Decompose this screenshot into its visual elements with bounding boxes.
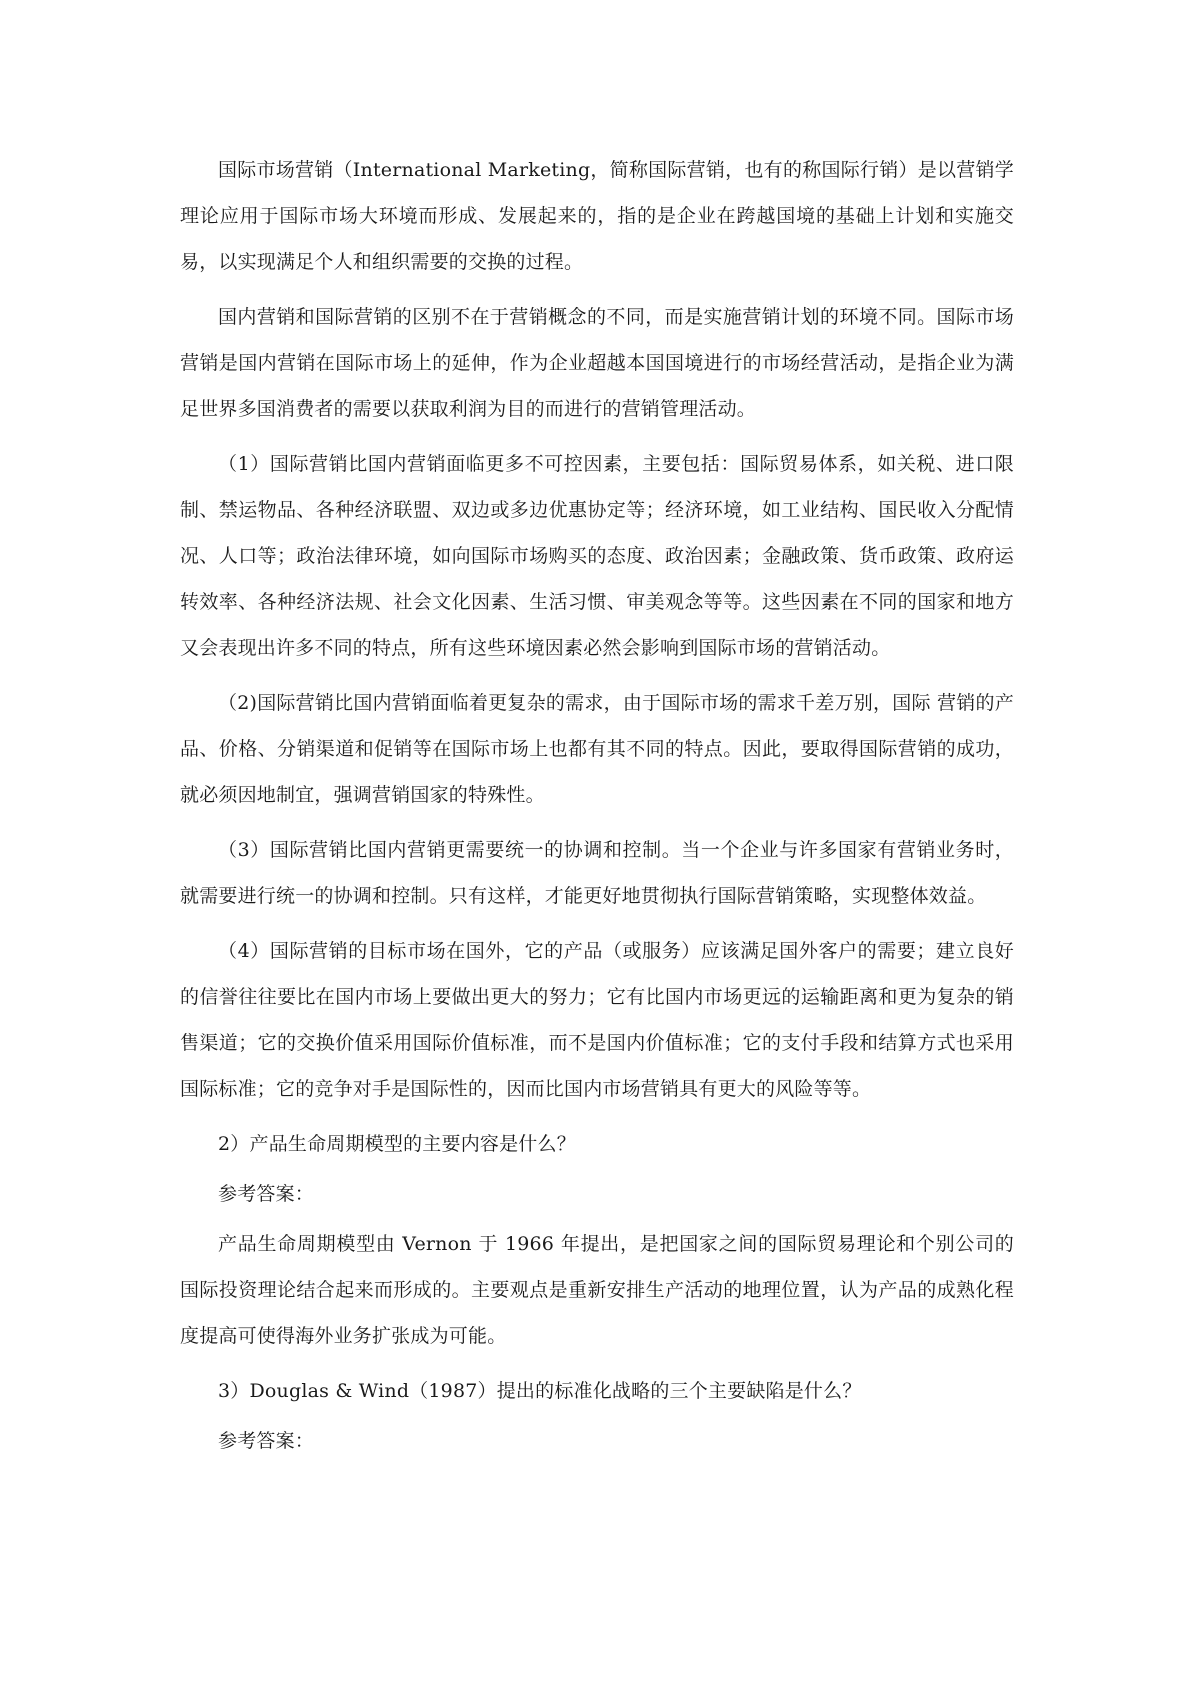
paragraph-definition: 国际市场营销（International Marketing，简称国际营销，也有的称国际行销）是以营销学理论应用于国际市场大环境而形成、发展起来的，指的是企业在跨越国境的基础上计划和实施交易，以实现满足个人和组织需要的交换的过程。 <box>180 159 1014 273</box>
answer-2: 产品生命周期模型由 Vernon 于 1966 年提出，是把国家之间的国际贸易理论和个别公司的国际投资理论结合起来而形成的。主要观点是重新安排生产活动的地理位置，认为产品的成熟化程度提高可使得海外业务扩张成为可能。 <box>180 1233 1014 1347</box>
paragraph-point-2: （2)国际营销比国内营销面临着更复杂的需求，由于国际市场的需求千差万别，国际 营销的产品、价格、分销渠道和促销等在国际市场上也都有其不同的特点。因此，要取得国际营销的成功，就必须因地制宜，强调营销国家的特殊性。 <box>180 692 1014 806</box>
paragraph-domestic-vs-international: 国内营销和国际营销的区别不在于营销概念的不同，而是实施营销计划的环境不同。国际市场营销是国内营销在国际市场上的延伸，作为企业超越本国国境进行的市场经营活动，是指企业为满足世界多国消费者的需要以获取利润为目的而进行的营销管理活动。 <box>180 306 1014 420</box>
paragraph-point-1: （1）国际营销比国内营销面临更多不可控因素，主要包括：国际贸易体系，如关税、进口限制、禁运物品、各种经济联盟、双边或多边优惠协定等；经济环境，如工业结构、国民收入分配情况、人口等；政治法律环境，如向国际市场购买的态度、政治因素；金融政策、货币政策、政府运转效率、各种经济法规、社会文化因素、生活习惯、审美观念等等。这些因素在不同的国家和地方又会表现出许多不同的特点，所有这些环境因素必然会影响到国际市场的营销活动。 <box>180 453 1014 659</box>
question-3: 3）Douglas & Wind（1987）提出的标准化战略的三个主要缺陷是什么？ <box>218 1380 862 1402</box>
paragraph-point-3: （3）国际营销比国内营销更需要统一的协调和控制。当一个企业与许多国家有营销业务时，就需要进行统一的协调和控制。只有这样，才能更好地贯彻执行国际营销策略，实现整体效益。 <box>180 839 1014 907</box>
answer-label-3: 参考答案： <box>218 1430 315 1452</box>
document-body <box>180 147 1014 1468</box>
question-2: 2）产品生命周期模型的主要内容是什么？ <box>218 1133 576 1155</box>
answer-label-2: 参考答案： <box>218 1183 315 1205</box>
paragraph-point-4: （4）国际营销的目标市场在国外，它的产品（或服务）应该满足国外客户的需要；建立良好 的信誉往往要比在国内市场上要做出更大的努力；它有比国内市场更远的运输距离和更为复杂的销售渠道；它的交换价值采用国际价值标准，而不是国内价值标准；它的支付手段和结算方式也采用国际标准；它的竞争对手是国际性的，因而比国内市场营销具有更大的风险等等。 <box>180 940 1014 1100</box>
